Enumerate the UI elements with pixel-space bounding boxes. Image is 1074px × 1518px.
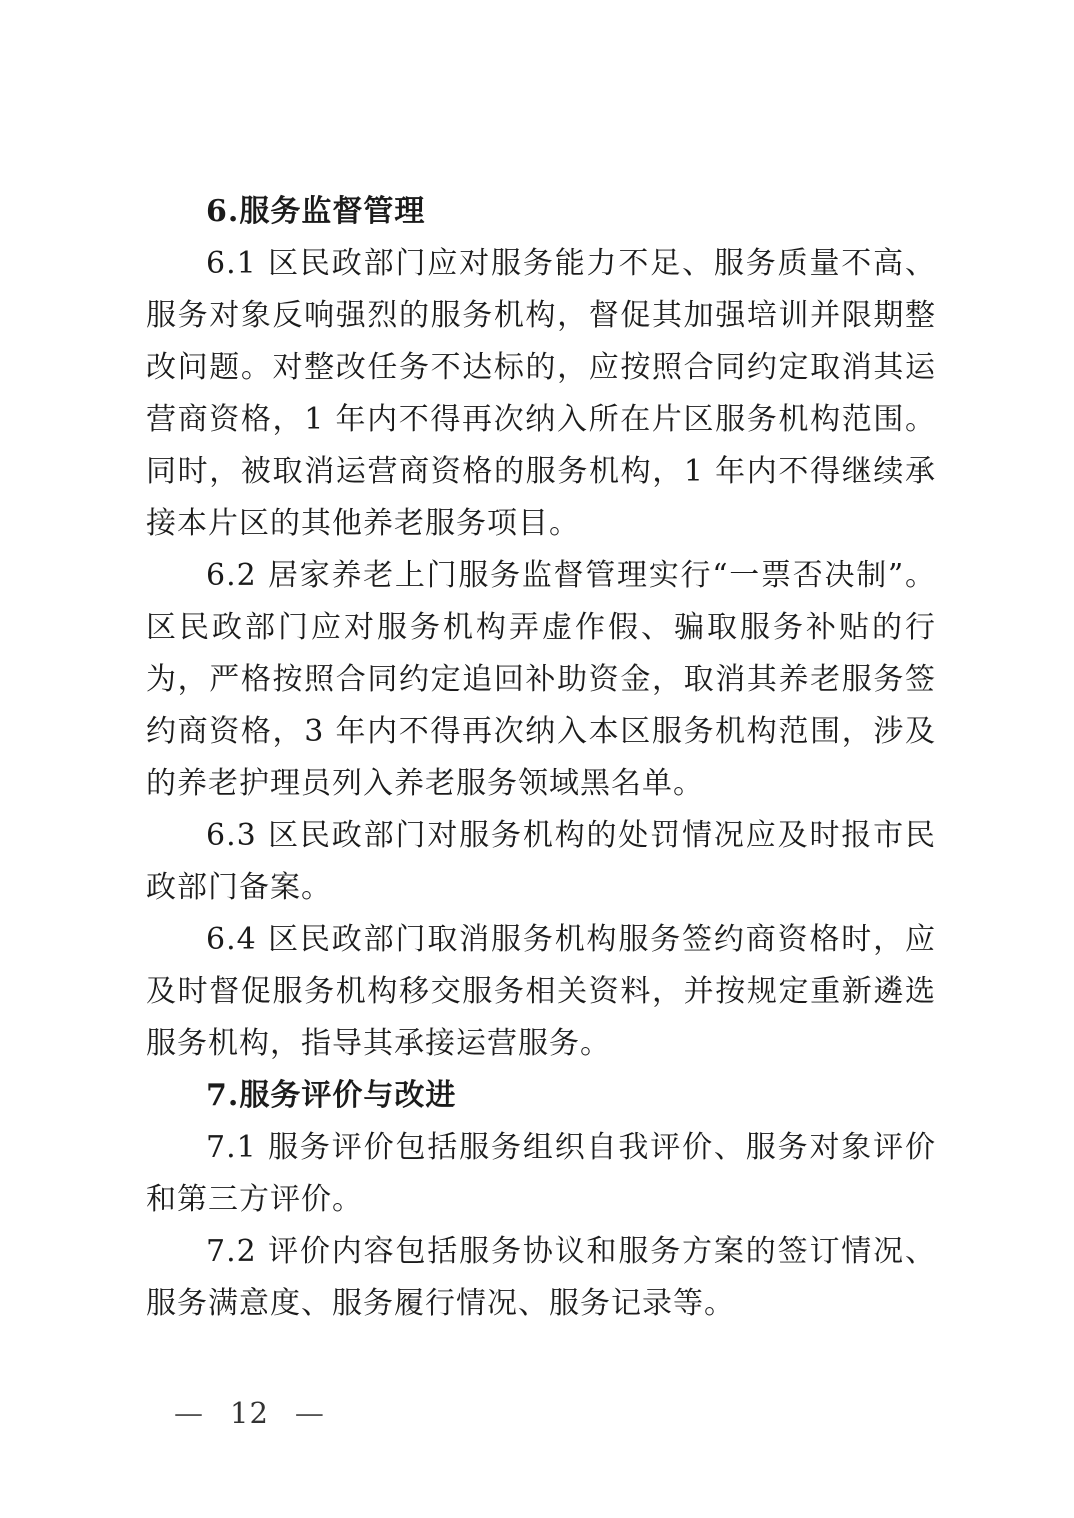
page-number: 12	[230, 1396, 269, 1430]
paragraph-6-3: 6.3 区民政部门对服务机构的处罚情况应及时报市民政部门备案。	[146, 818, 936, 905]
document-body	[146, 186, 936, 1330]
paragraph-7-2: 7.2 评价内容包括服务协议和服务方案的签订情况、服务满意度、服务履行情况、服务记录等。	[146, 1234, 936, 1321]
paragraph-7-1: 7.1 服务评价包括服务组织自我评价、服务对象评价和第三方评价。	[146, 1130, 936, 1217]
paragraph-6-4: 6.4 区民政部门取消服务机构服务签约商资格时，应及时督促服务机构移交服务相关资料，并按规定重新遴选服务机构，指导其承接运营服务。	[146, 922, 936, 1061]
paragraph-6-1: 6.1 区民政部门应对服务能力不足、服务质量不高、服务对象反响强烈的服务机构，督促其加强培训并限期整改问题。对整改任务不达标的，应按照合同约定取消其运营商资格，1 年内不得再次纳入所在片区服务机构范围。同时，被取消运营商资格的服务机构，1 年内不得继续承接本片区的其他养老服务项目。	[146, 246, 936, 541]
paragraph-6-2: 6.2 居家养老上门服务监督管理实行“一票否决制”。区民政部门应对服务机构弄虚作假、骗取服务补贴的行为，严格按照合同约定追回补助资金，取消其养老服务签约商资格，3 年内不得再次纳入本区服务机构范围，涉及的养老护理员列入养老服务领域黑名单。	[146, 558, 936, 801]
footer-dash-right: —	[294, 1396, 325, 1430]
footer-dash-left: —	[174, 1396, 204, 1430]
page-footer	[174, 1396, 325, 1430]
section-heading-6: 6.服务监督管理	[206, 194, 426, 229]
section-heading-7: 7.服务评价与改进	[206, 1078, 457, 1113]
